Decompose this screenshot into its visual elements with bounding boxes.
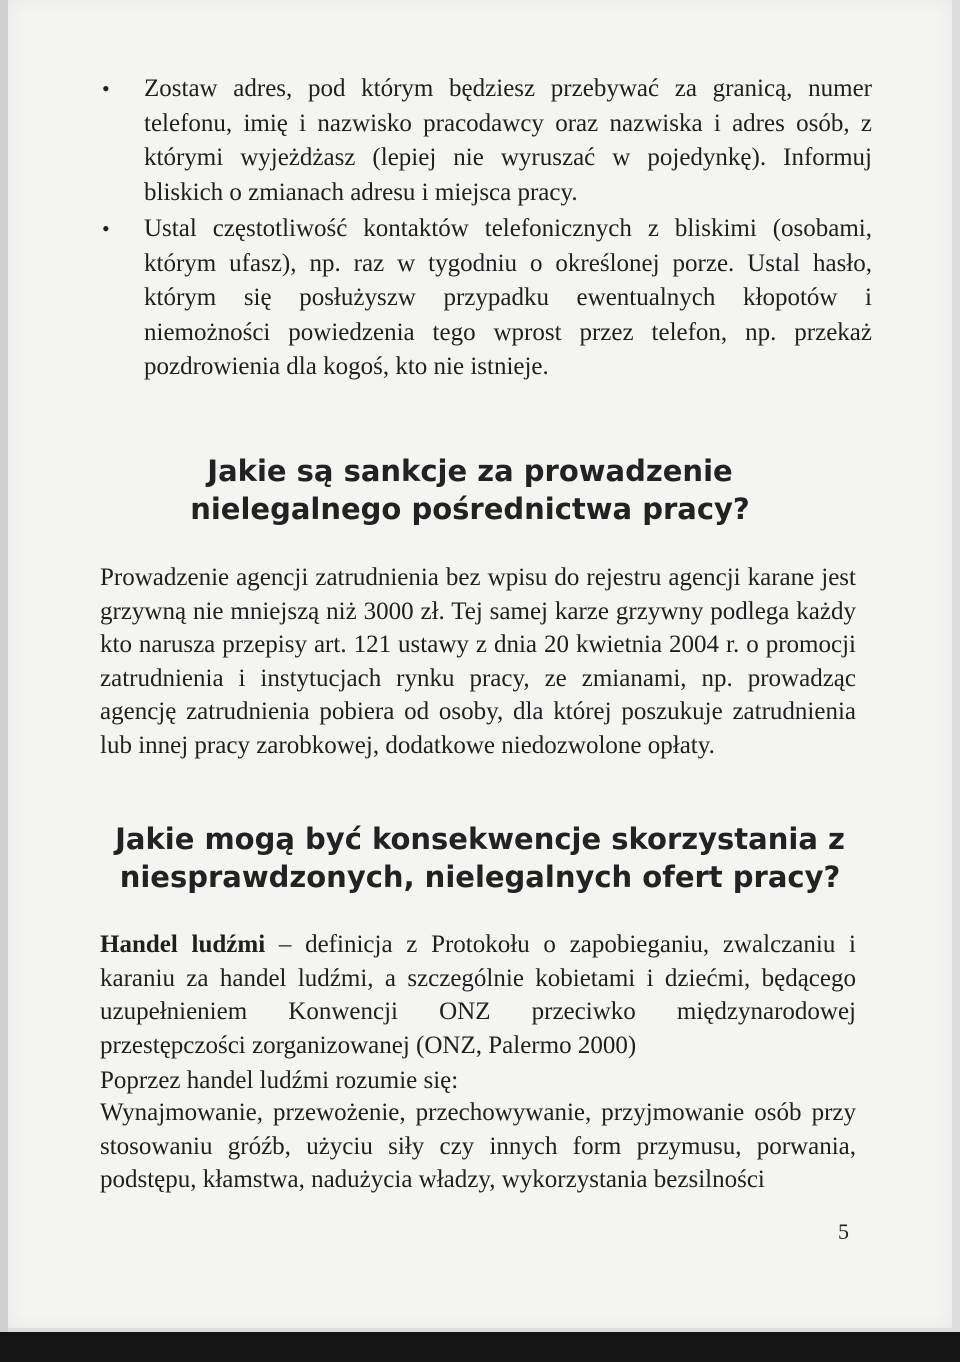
bullet-icon: •: [102, 216, 110, 241]
list-item-text: Zostaw adres, pod którym będziesz przebywać za granicą, numer telefonu, imię i nazwisko pracodawcy oraz nazwiska i adres osób, z którymi wyjeżdżasz (lepiej nie wyruszać w pojedynkę). Informuj bliskich o zmianach adresu i miejsca pracy.: [144, 75, 872, 206]
list-item: [92, 72, 872, 210]
sanctions-paragraph: Prowadzenie agencji zatrudnienia bez wpisu do rejestru agencji karane jest grzywną nie mniejszą niż 3000 zł. Tej samej karze grzywny podlega każdy kto narusza przepisy art. 121 ustawy z dnia 20 kwietnia 2004 r. o promocji zatrudnienia i instytucjach rynku pracy, ze zmianami, np. prowadząc agencję zatrudnienia pobiera od osoby, dla której poszukuje zatrudnienia lub innej pracy zarobkowej, dodatkowe niedozwolone opłaty.: [100, 564, 856, 759]
intro-paragraph: Poprzez handel ludźmi rozumie się:: [100, 1067, 459, 1094]
definition-term: Handel ludźmi: [100, 931, 266, 958]
page-edge: [0, 0, 8, 1332]
definition-text: – definicja z Protokołu o zapobieganiu, zwalczaniu i karaniu za handel ludźmi, a szczególnie kobietami i dziećmi, będącego uzupełnieniem Konwencji ONZ przeciwko międzynarodowej przestępczości zorganizowanej (ONZ, Palermo 2000): [100, 931, 856, 1059]
body-paragraph: Wynajmowanie, przewożenie, przechowywanie, przyjmowanie osób przy stosowaniu gróźb, użyciu siły czy innych form przymusu, porwania, podstępu, kłamstwa, nadużycia władzy, wykorzystania bezsilności: [100, 1099, 856, 1193]
page-number: 5: [838, 1219, 849, 1244]
bullet-icon: •: [102, 76, 110, 101]
list-item: [92, 212, 872, 385]
scan-border: [0, 1332, 960, 1362]
section-heading-consequences: Jakie mogą być konsekwencje skorzystania z niesprawdzonych, nielegalnych ofert pracy?: [115, 822, 845, 894]
definition-paragraph: [100, 928, 856, 1062]
list-item-text: Ustal częstotliwość kontaktów telefonicznych z bliskimi (osobami, którym ufasz), np. raz w tygodniu o określonej porze. Ustal hasło, którym się posłużyszw przypadku ewentualnych kłopotów i niemożności powiedzenia tego wprost przez telefon, np. przekaż pozdrowienia dla kogoś, kto nie istnieje.: [144, 215, 872, 380]
advice-list: [92, 72, 872, 387]
section-heading-sanctions: Jakie są sankcje za prowadzenie nielegalnego pośrednictwa pracy?: [190, 454, 750, 526]
